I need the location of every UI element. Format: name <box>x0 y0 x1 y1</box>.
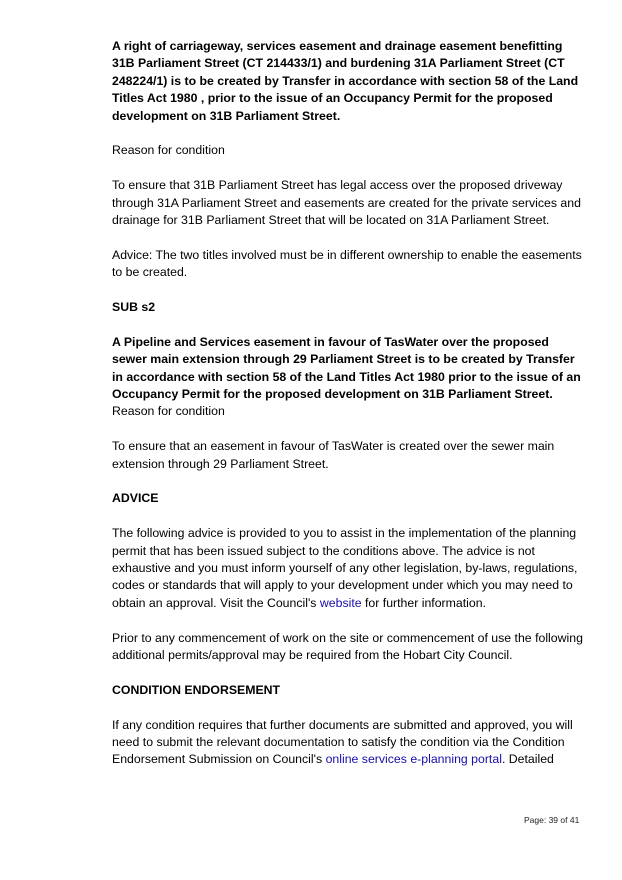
permits-paragraph: Prior to any commencement of work on the site or commencement of use the following additional permits/approval may be required from the Hobart City Council. <box>112 630 583 663</box>
advice-note: Advice: The two titles involved must be in different ownership to enable the easements to be created. <box>112 247 582 280</box>
advice-text-after: for further information. <box>361 595 486 610</box>
website-link[interactable]: website <box>319 595 362 610</box>
page-number: Page: 39 of 41 <box>524 815 580 825</box>
reason-label: Reason for condition <box>112 143 225 158</box>
section-title-condition-endorsement: CONDITION ENDORSEMENT <box>112 682 281 697</box>
document-page <box>112 38 584 769</box>
advice-text-before: The following advice is provided to you to assist in the implementation of the planning permit that has been issued subject to the conditions above. The advice is not exhaustive and you must inform yourself of any other legislation, by-laws, regulations, codes or standards that will apply to your development under which you may need to obtain an approval. Visit the Council's <box>112 526 578 610</box>
e-planning-portal-link[interactable]: online services e-planning portal <box>325 752 502 767</box>
reason-label: Reason for condition <box>112 404 225 419</box>
reason-text: To ensure that an easement in favour of TasWater is created over the sewer main extension through 29 Parliament Street. <box>112 439 555 471</box>
section-title-sub-s2: SUB s2 <box>112 300 156 315</box>
endorsement-text-after: . Detailed <box>501 752 554 767</box>
condition-heading-carriageway: A right of carriageway, services easement and drainage easement benefitting 31B Parliament Street (CT 214433/1) and burdening 31A Parliament Street (CT 248224/1) is to be created by Transfer in accordance with section 58 of the Land Titles Act 1980 , prior to the issue of an Occupancy Permit for the proposed development on 31B Parliament Street. <box>112 39 579 123</box>
section-title-advice: ADVICE <box>112 491 159 506</box>
advice-paragraph <box>112 525 584 612</box>
reason-text: To ensure that 31B Parliament Street has legal access over the proposed driveway through 31A Parliament Street and easements are created for the private services and drainage for 31B Parliament Street that will be located on 31A Parliament Street. <box>112 178 581 228</box>
condition-heading-pipeline: A Pipeline and Services easement in favour of TasWater over the proposed sewer main extension through 29 Parliament Street is to be created by Transfer in accordance with section 58 of the Land Titles Act 1980 prior to the issue of an Occupancy Permit for the proposed development on 31B Parliament Street. <box>112 334 581 402</box>
endorsement-paragraph <box>112 717 584 769</box>
endorsement-text-before: If any condition requires that further documents are submitted and approved, you will need to submit the relevant documentation to satisfy the condition via the Condition Endorsement Submission on Council's <box>112 717 573 767</box>
